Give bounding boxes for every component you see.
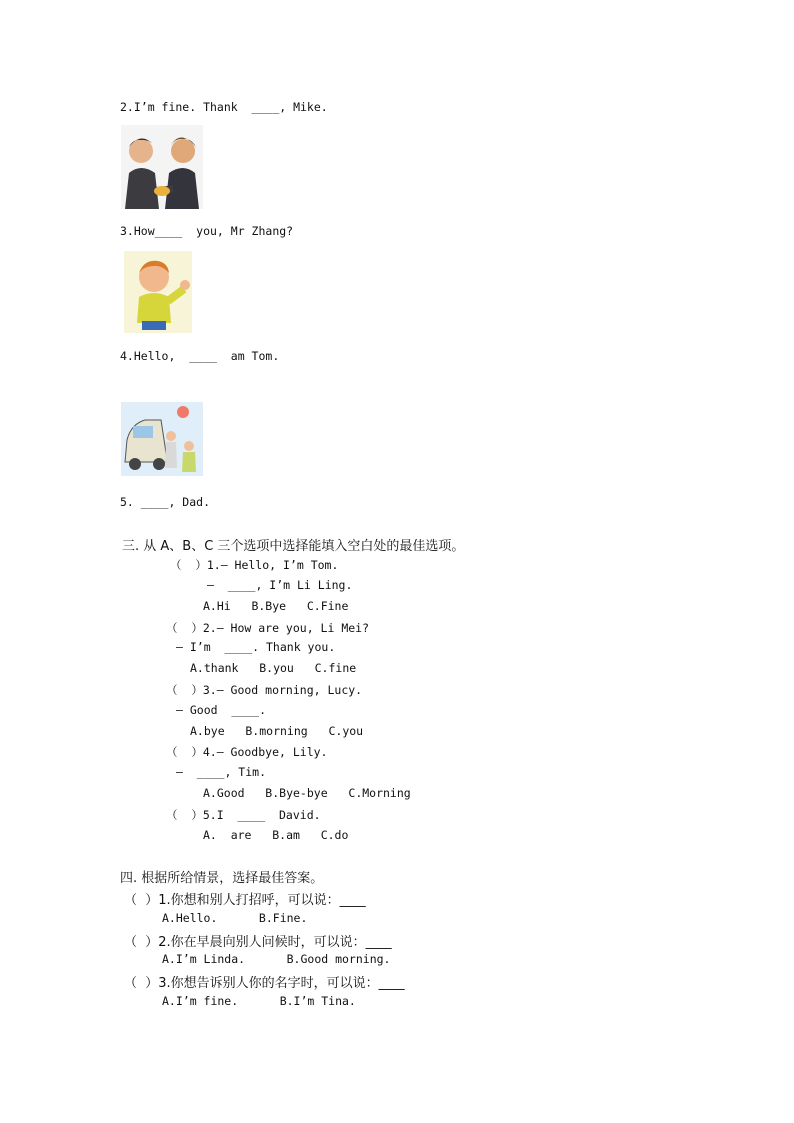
car-goodbye-illustration [121,402,203,476]
section-three-heading: 三. 从 A、B、C 三个选项中选择能填入空白处的最佳选项。 [122,539,465,554]
s3-q2-reply: — I’m ____. Thank you. [176,640,336,654]
handshake-illustration [121,125,203,209]
s4-q3: （ ）3.你想告诉别人你的名字时，可以说：____ [124,976,405,991]
s4-q3-options: A.I’m fine. B.I’m Tina. [162,994,356,1008]
question-3: 3.How____ you, Mr Zhang? [120,224,294,238]
s3-q3-options: A.bye B.morning C.you [190,724,364,738]
s3-q5: （ ）5.I ____ David. [166,808,321,822]
section-four-heading: 四. 根据所给情景，选择最佳答案。 [120,871,324,886]
waving-boy-illustration [124,251,192,333]
s4-q1-options: A.Hello. B.Fine. [162,911,308,925]
s3-q4-reply: — ____, Tim. [176,765,267,779]
s3-q1-reply: — ____, I’m Li Ling. [207,578,353,592]
s3-q5-options: A. are B.am C.do [203,828,349,842]
question-4: 4.Hello, ____ am Tom. [120,349,280,363]
question-2: 2.I’m fine. Thank ____, Mike. [120,100,328,114]
s3-q2-options: A.thank B.you C.fine [190,661,357,675]
s3-q1-options: A.Hi B.Bye C.Fine [203,599,349,613]
s3-q3-reply: — Good ____. [176,703,267,717]
s3-q4: （ ）4.— Goodbye, Lily. [166,745,328,759]
s3-q2: （ ）2.— How are you, Li Mei? [166,621,370,635]
s3-q1: （ ）1.— Hello, I’m Tom. [170,558,339,572]
s4-q2-options: A.I’m Linda. B.Good morning. [162,952,391,966]
s3-q3: （ ）3.— Good morning, Lucy. [166,683,363,697]
s4-q2: （ ）2.你在早晨向别人问候时，可以说：____ [124,935,392,950]
question-5: 5. ____, Dad. [120,495,211,509]
s3-q4-options: A.Good B.Bye-bye C.Morning [203,786,411,800]
s4-q1: （ ）1.你想和别人打招呼，可以说：____ [124,893,366,908]
